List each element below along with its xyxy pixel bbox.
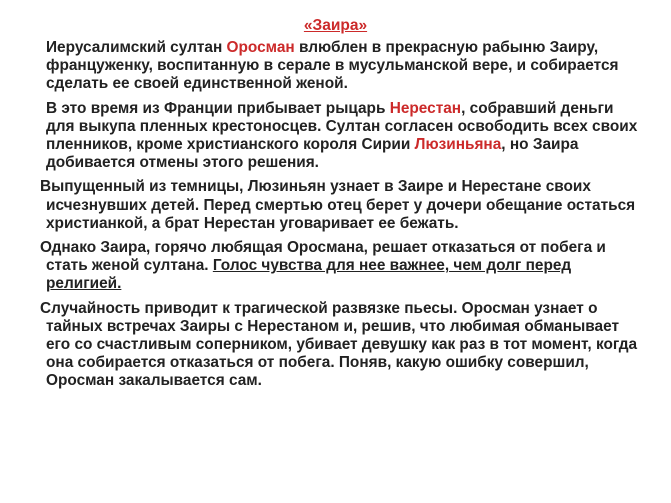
paragraph-1-text-a: Иерусалимский султан	[46, 39, 227, 56]
paragraph-4	[34, 239, 646, 294]
paragraph-4-text: Однако Заира, горячо любящая Оросмана, решает отказаться от побега и стать женой султана.	[40, 239, 606, 275]
paragraph-2-text-c: , но Заира добивается отмены этого решения.	[46, 136, 579, 172]
name-lusignan: Люзиньяна	[414, 136, 502, 154]
paragraph-3	[34, 178, 646, 233]
slide-title: «Заира»	[303, 17, 368, 34]
paragraph-4-underlined: Голос чувства для нее важнее, чем долг перед религией.	[46, 257, 572, 293]
paragraph-1-text-b: влюблен в прекрасную рабыню Заиру, француженку, воспитанную в серале в мусульманской вере, и собирается сделать ее своей единственной женой.	[46, 39, 619, 93]
slide-body	[34, 39, 646, 397]
paragraph-2	[34, 100, 646, 173]
paragraph-2-text-b: , собравший деньги для выкупа пленных крестоносцев. Султан согласен освободить всех своих пленников, кроме христианского короля Сирии	[46, 99, 638, 154]
paragraph-3-text: Выпущенный из темницы, Люзиньян узнает в Заире и Нерестане своих исчезнувших детей. Перед смертью отец берет у дочери обещание остаться христианкой, а брат Нерестан уговаривает ее бежать.	[40, 178, 636, 232]
paragraph-2-text-a: В это время из Франции прибывает рыцарь	[46, 99, 390, 117]
name-nerestan: Нерестан	[389, 99, 462, 117]
paragraph-5	[34, 300, 646, 391]
name-orosman: Оросман	[226, 39, 295, 56]
paragraph-1	[34, 39, 646, 94]
paragraph-5-text: Случайность приводит к трагической развязке пьесы. Оросман узнает о тайных встречах Заиры с Нерестаном и, решив, что любимая обманывает его со счастливым соперником, убивает девушку как раз в тот момент, когда она собирается отказаться от побега. Поняв, какую ошибку совершил, Оросман закалывается сам.	[40, 299, 638, 390]
